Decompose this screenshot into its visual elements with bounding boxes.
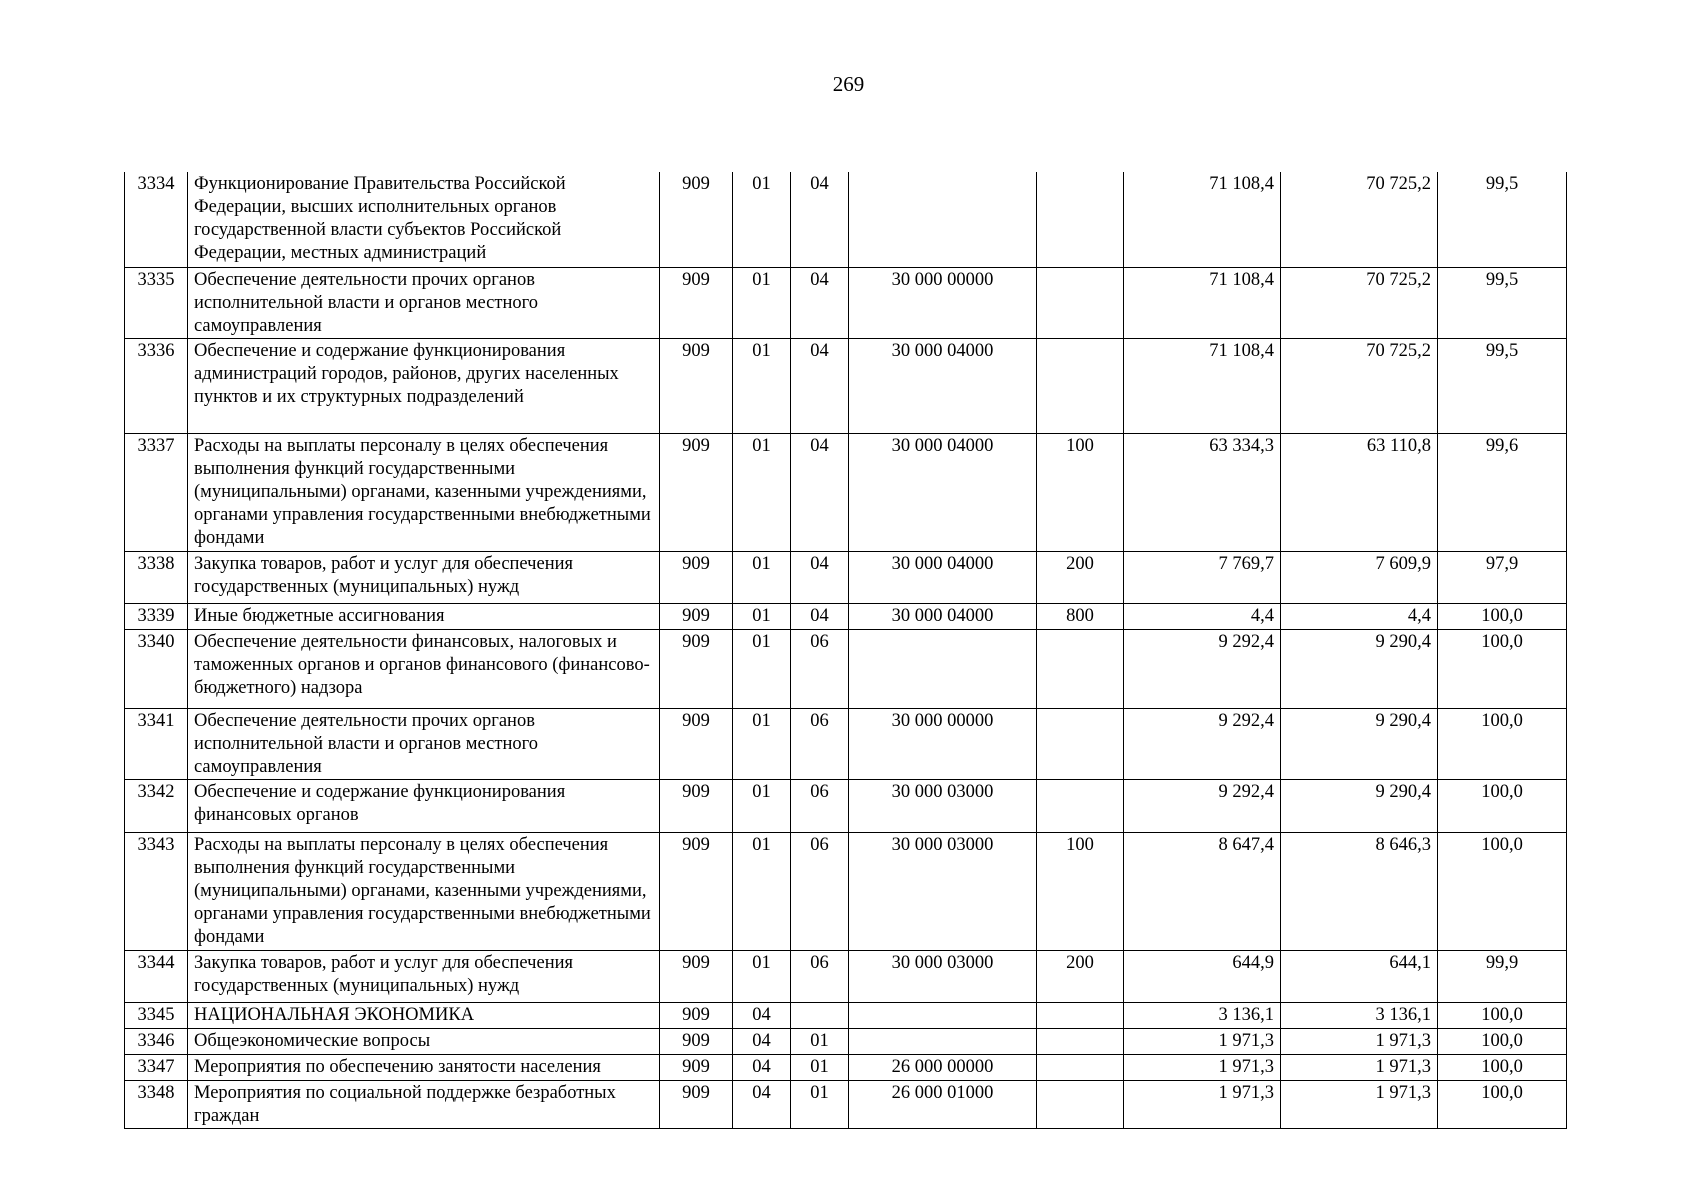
- row-rz: 01: [733, 433, 791, 551]
- row-name: Мероприятия по социальной поддержке безработных граждан: [188, 1080, 660, 1128]
- row-number: 3339: [125, 603, 188, 629]
- row-rz: 01: [733, 950, 791, 1002]
- row-name: Закупка товаров, работ и услуг для обеспечения государственных (муниципальных) нужд: [188, 950, 660, 1002]
- row-vr: 200: [1037, 950, 1124, 1002]
- row-plan: 71 108,4: [1124, 172, 1281, 267]
- row-ved: 909: [660, 603, 733, 629]
- row-fact: 9 290,4: [1281, 629, 1438, 708]
- row-number: 3345: [125, 1002, 188, 1028]
- row-rz: 04: [733, 1028, 791, 1054]
- row-vr: [1037, 708, 1124, 779]
- row-csr: 30 000 03000: [849, 832, 1037, 950]
- row-plan: 3 136,1: [1124, 1002, 1281, 1028]
- row-pr: 04: [791, 338, 849, 433]
- row-ved: 909: [660, 433, 733, 551]
- table-row: [125, 629, 1567, 708]
- row-fact: 4,4: [1281, 603, 1438, 629]
- row-number: 3344: [125, 950, 188, 1002]
- row-ved: 909: [660, 1054, 733, 1080]
- row-fact: 63 110,8: [1281, 433, 1438, 551]
- row-rz: 01: [733, 603, 791, 629]
- table-row: [125, 433, 1567, 551]
- row-pr: 06: [791, 832, 849, 950]
- row-ved: 909: [660, 708, 733, 779]
- row-number: 3342: [125, 779, 188, 832]
- row-ved: 909: [660, 1002, 733, 1028]
- row-name: Закупка товаров, работ и услуг для обеспечения государственных (муниципальных) нужд: [188, 551, 660, 603]
- row-vr: [1037, 779, 1124, 832]
- page-number: 269: [832, 72, 865, 96]
- row-percent: 99,5: [1438, 172, 1567, 267]
- row-percent: 100,0: [1438, 603, 1567, 629]
- row-csr: [849, 172, 1037, 267]
- row-percent: 99,5: [1438, 338, 1567, 433]
- row-name: Обеспечение деятельности финансовых, налоговых и таможенных органов и органов финансового (финансово-бюджетного) надзора: [188, 629, 660, 708]
- row-name: Общеэкономические вопросы: [188, 1028, 660, 1054]
- row-pr: 04: [791, 551, 849, 603]
- table-row: [125, 1002, 1567, 1028]
- row-number: 3335: [125, 267, 188, 338]
- row-pr: 06: [791, 950, 849, 1002]
- row-pr: [791, 1002, 849, 1028]
- row-fact: 3 136,1: [1281, 1002, 1438, 1028]
- row-fact: 1 971,3: [1281, 1054, 1438, 1080]
- row-rz: 01: [733, 172, 791, 267]
- row-pr: 04: [791, 172, 849, 267]
- table-row: [125, 832, 1567, 950]
- row-name: Расходы на выплаты персоналу в целях обеспечения выполнения функций государственными (муниципальными) органами, казенными учреждениями, органами управления государственными внебюджетными фондами: [188, 433, 660, 551]
- row-pr: 06: [791, 708, 849, 779]
- table-row: [125, 603, 1567, 629]
- row-number: 3340: [125, 629, 188, 708]
- row-plan: 7 769,7: [1124, 551, 1281, 603]
- row-pr: 04: [791, 603, 849, 629]
- row-pr: 01: [791, 1080, 849, 1128]
- row-csr: 30 000 00000: [849, 267, 1037, 338]
- row-pr: 04: [791, 267, 849, 338]
- row-rz: 04: [733, 1002, 791, 1028]
- row-ved: 909: [660, 950, 733, 1002]
- row-pr: 04: [791, 433, 849, 551]
- row-plan: 1 971,3: [1124, 1080, 1281, 1128]
- row-rz: 04: [733, 1080, 791, 1128]
- table-row: [125, 338, 1567, 433]
- row-rz: 01: [733, 832, 791, 950]
- row-ved: 909: [660, 832, 733, 950]
- row-percent: 99,5: [1438, 267, 1567, 338]
- row-fact: 70 725,2: [1281, 267, 1438, 338]
- row-csr: 30 000 00000: [849, 708, 1037, 779]
- row-name: Обеспечение и содержание функционирования финансовых органов: [188, 779, 660, 832]
- row-ved: 909: [660, 1028, 733, 1054]
- row-csr: 30 000 03000: [849, 779, 1037, 832]
- row-rz: 01: [733, 629, 791, 708]
- row-ved: 909: [660, 629, 733, 708]
- row-pr: 01: [791, 1054, 849, 1080]
- row-percent: 100,0: [1438, 1002, 1567, 1028]
- row-vr: 800: [1037, 603, 1124, 629]
- row-name: Расходы на выплаты персоналу в целях обеспечения выполнения функций государственными (муниципальными) органами, казенными учреждениями, органами управления государственными внебюджетными фондами: [188, 832, 660, 950]
- row-csr: 30 000 03000: [849, 950, 1037, 1002]
- row-number: 3336: [125, 338, 188, 433]
- row-plan: 1 971,3: [1124, 1054, 1281, 1080]
- row-vr: [1037, 267, 1124, 338]
- table-row: [125, 1080, 1567, 1128]
- row-name: Обеспечение и содержание функционирования администраций городов, районов, других населенных пунктов и их структурных подразделений: [188, 338, 660, 433]
- table-row: [125, 1028, 1567, 1054]
- row-plan: 9 292,4: [1124, 629, 1281, 708]
- row-ved: 909: [660, 1080, 733, 1128]
- row-number: 3346: [125, 1028, 188, 1054]
- row-name: Обеспечение деятельности прочих органов исполнительной власти и органов местного самоуправления: [188, 267, 660, 338]
- row-number: 3338: [125, 551, 188, 603]
- row-number: 3347: [125, 1054, 188, 1080]
- row-name: НАЦИОНАЛЬНАЯ ЭКОНОМИКА: [188, 1002, 660, 1028]
- row-rz: 01: [733, 267, 791, 338]
- row-plan: 63 334,3: [1124, 433, 1281, 551]
- row-plan: 644,9: [1124, 950, 1281, 1002]
- table-row: [125, 172, 1567, 267]
- row-csr: [849, 629, 1037, 708]
- row-plan: 8 647,4: [1124, 832, 1281, 950]
- row-csr: 30 000 04000: [849, 433, 1037, 551]
- row-vr: 100: [1037, 433, 1124, 551]
- row-plan: 9 292,4: [1124, 779, 1281, 832]
- row-pr: 01: [791, 1028, 849, 1054]
- table-row: [125, 1054, 1567, 1080]
- row-pr: 06: [791, 629, 849, 708]
- row-vr: [1037, 1028, 1124, 1054]
- row-name: Обеспечение деятельности прочих органов исполнительной власти и органов местного самоуправления: [188, 708, 660, 779]
- row-name: Функционирование Правительства Российской Федерации, высших исполнительных органов государственной власти субъектов Российской Федерации, местных администраций: [188, 172, 660, 267]
- row-ved: 909: [660, 551, 733, 603]
- row-fact: 7 609,9: [1281, 551, 1438, 603]
- row-vr: 100: [1037, 832, 1124, 950]
- row-vr: [1037, 338, 1124, 433]
- row-vr: [1037, 629, 1124, 708]
- row-number: 3334: [125, 172, 188, 267]
- row-number: 3337: [125, 433, 188, 551]
- table-row: [125, 708, 1567, 779]
- row-ved: 909: [660, 267, 733, 338]
- row-vr: [1037, 1080, 1124, 1128]
- row-fact: 70 725,2: [1281, 172, 1438, 267]
- row-name: Иные бюджетные ассигнования: [188, 603, 660, 629]
- row-csr: [849, 1028, 1037, 1054]
- row-csr: [849, 1002, 1037, 1028]
- row-percent: 99,9: [1438, 950, 1567, 1002]
- row-number: 3343: [125, 832, 188, 950]
- row-csr: 30 000 04000: [849, 338, 1037, 433]
- row-plan: 71 108,4: [1124, 338, 1281, 433]
- row-vr: [1037, 172, 1124, 267]
- row-csr: 26 000 00000: [849, 1054, 1037, 1080]
- row-percent: 97,9: [1438, 551, 1567, 603]
- budget-table: [124, 172, 1567, 1129]
- row-fact: 1 971,3: [1281, 1080, 1438, 1128]
- row-percent: 100,0: [1438, 1028, 1567, 1054]
- row-number: 3348: [125, 1080, 188, 1128]
- row-plan: 71 108,4: [1124, 267, 1281, 338]
- row-percent: 99,6: [1438, 433, 1567, 551]
- row-plan: 9 292,4: [1124, 708, 1281, 779]
- table-row: [125, 551, 1567, 603]
- row-plan: 4,4: [1124, 603, 1281, 629]
- row-rz: 04: [733, 1054, 791, 1080]
- row-ved: 909: [660, 172, 733, 267]
- row-pr: 06: [791, 779, 849, 832]
- row-percent: 100,0: [1438, 708, 1567, 779]
- row-fact: 9 290,4: [1281, 708, 1438, 779]
- row-csr: 30 000 04000: [849, 603, 1037, 629]
- row-number: 3341: [125, 708, 188, 779]
- row-rz: 01: [733, 551, 791, 603]
- row-fact: 70 725,2: [1281, 338, 1438, 433]
- row-csr: 26 000 01000: [849, 1080, 1037, 1128]
- row-fact: 644,1: [1281, 950, 1438, 1002]
- row-percent: 100,0: [1438, 629, 1567, 708]
- row-ved: 909: [660, 779, 733, 832]
- row-rz: 01: [733, 708, 791, 779]
- row-vr: [1037, 1002, 1124, 1028]
- row-fact: 9 290,4: [1281, 779, 1438, 832]
- row-vr: [1037, 1054, 1124, 1080]
- row-ved: 909: [660, 338, 733, 433]
- row-rz: 01: [733, 779, 791, 832]
- row-fact: 1 971,3: [1281, 1028, 1438, 1054]
- row-vr: 200: [1037, 551, 1124, 603]
- row-csr: 30 000 04000: [849, 551, 1037, 603]
- row-percent: 100,0: [1438, 1080, 1567, 1128]
- row-percent: 100,0: [1438, 832, 1567, 950]
- table-row: [125, 779, 1567, 832]
- row-name: Мероприятия по обеспечению занятости населения: [188, 1054, 660, 1080]
- table-row: [125, 267, 1567, 338]
- table-row: [125, 950, 1567, 1002]
- row-fact: 8 646,3: [1281, 832, 1438, 950]
- row-rz: 01: [733, 338, 791, 433]
- row-percent: 100,0: [1438, 1054, 1567, 1080]
- row-plan: 1 971,3: [1124, 1028, 1281, 1054]
- row-percent: 100,0: [1438, 779, 1567, 832]
